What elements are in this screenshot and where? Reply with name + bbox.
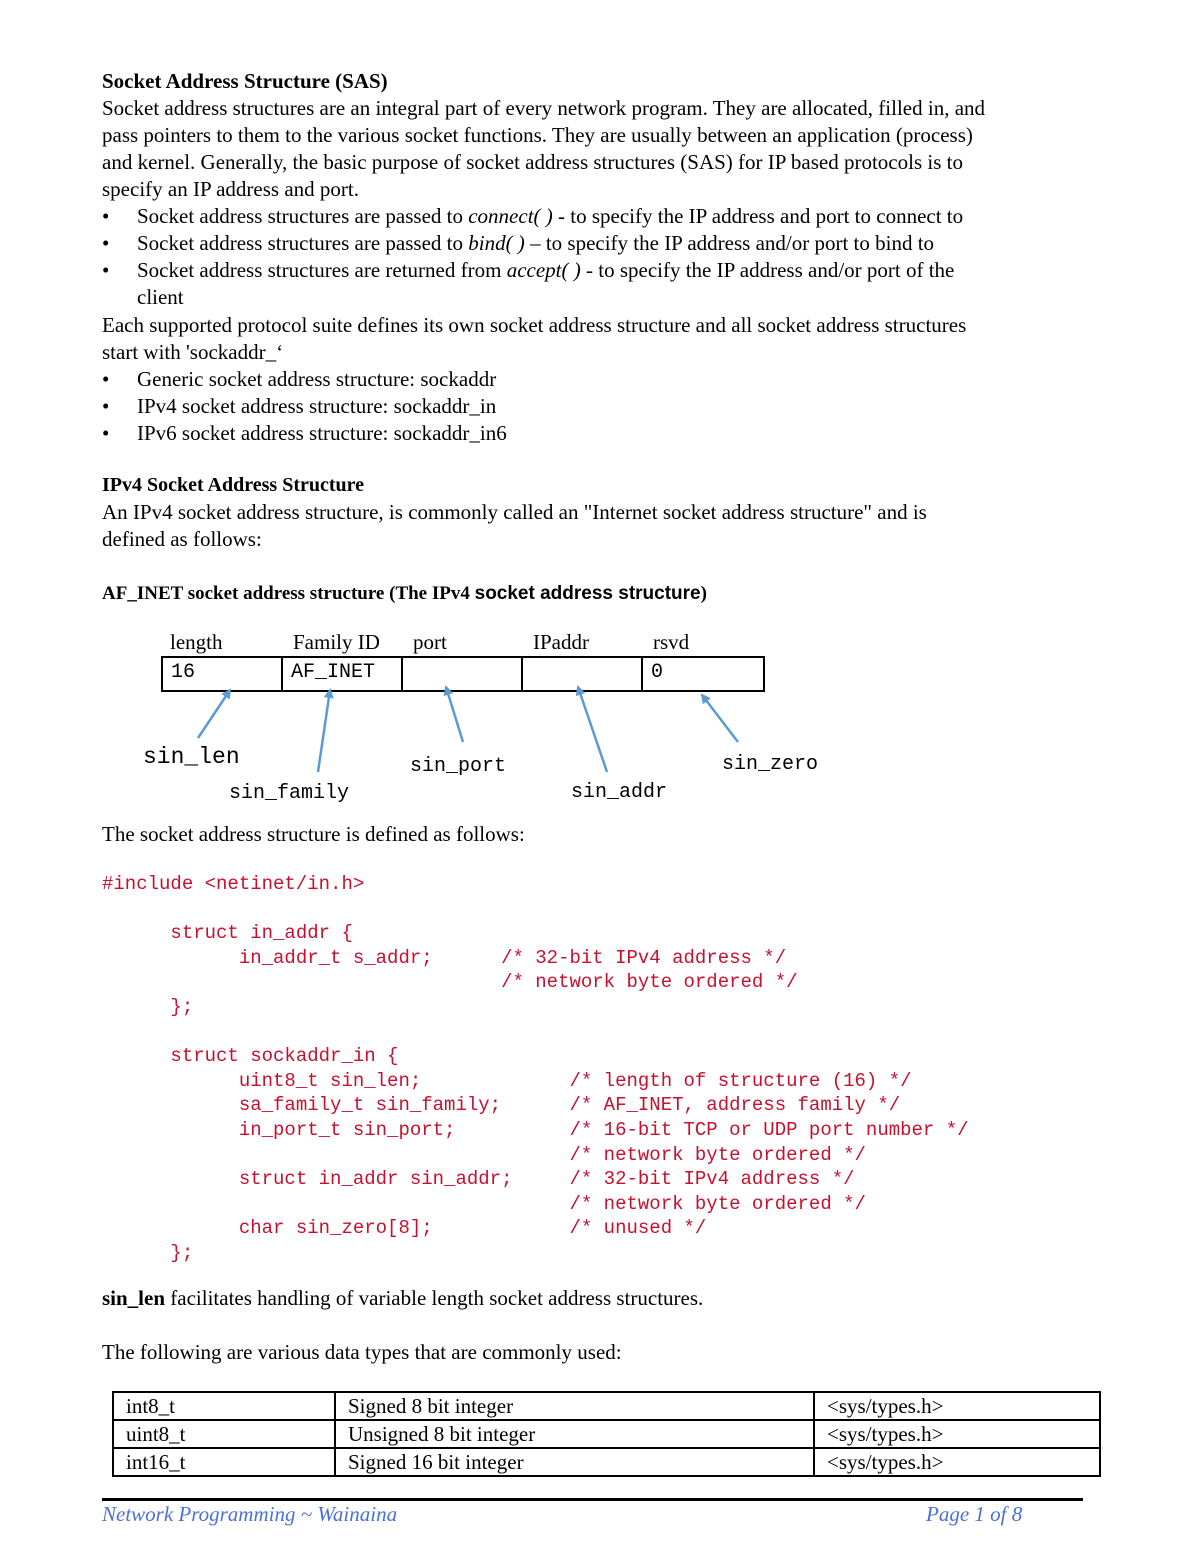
table-cell: <sys/types.h> [814,1420,1100,1448]
code-line [102,1020,969,1045]
column-header-ipaddr: IPaddr [533,630,589,654]
bullet-icon: • [102,394,110,418]
code-line [102,897,969,922]
table-cell: Signed 16 bit integer [335,1448,814,1476]
arrow-icon [198,690,230,738]
types-intro: The following are various data types that are commonly used: [102,1340,622,1364]
bullet-icon: • [102,421,110,445]
code-line: }; [102,995,194,1018]
code-line: uint8_t sin_len; /* length of structure (16) */ [102,1069,912,1092]
table-row [113,1392,1100,1420]
table-cell: uint8_t [113,1420,335,1448]
arrow-icon [446,687,463,742]
table-cell: Signed 8 bit integer [335,1392,814,1420]
list-item: Generic socket address structure: sockaddr [137,367,497,391]
function-name: accept( ) [506,258,581,282]
code-line: }; [102,1241,194,1264]
field-label-sin-family: sin_family [229,782,350,805]
function-name: connect( ) [468,204,553,228]
code-line: in_port_t sin_port; /* 16-bit TCP or UDP port number */ [102,1118,969,1141]
paragraph-line: start with 'sockaddr_‘ [102,340,284,364]
table-cell: Unsigned 8 bit integer [335,1420,814,1448]
data-types-table [112,1391,1101,1477]
code-intro: The socket address structure is defined as follows: [102,822,525,846]
column-header-port: port [413,630,447,654]
footer-title: Network Programming ~ Wainaina [102,1502,398,1526]
column-header-length: length [170,630,223,654]
struct-cell-family: AF_INET [281,656,403,692]
function-name: bind( ) [468,231,525,255]
arrow-icon [702,695,738,742]
list-item-text: - to specify the IP address and port to connect to [552,204,964,228]
table-cell: int8_t [113,1392,335,1420]
bullet-icon: • [102,204,110,228]
code-line: in_addr_t s_addr; /* 32-bit IPv4 address */ [102,946,787,969]
table-cell: <sys/types.h> [814,1392,1100,1420]
code-line: /* network byte ordered */ [102,971,798,994]
list-item-text: - to specify the IP address and/or port of the [580,258,955,282]
list-item-continuation: client [137,285,184,309]
diagram-title-part: socket address structure [474,583,701,604]
paragraph-line: defined as follows: [102,527,262,551]
code-line: struct in_addr { [102,922,353,945]
bullet-icon: • [102,367,110,391]
bullet-icon: • [102,231,110,255]
list-item-text: Socket address structures are passed to [137,204,469,228]
paragraph-line: An IPv4 socket address structure, is commonly called an "Internet socket address structure" and is [102,500,927,524]
list-item-text: Socket address structures are returned from [137,258,507,282]
term: sin_len [102,1286,166,1310]
table-row [113,1420,1100,1448]
diagram-title-part: ) [700,583,707,604]
column-header-family: Family ID [293,630,380,654]
paragraph-line: Socket address structures are an integral part of every network program. They are allocated, filled in, and [102,96,986,120]
list-item-text: – to specify the IP address and/or port to bind to [524,231,935,255]
code-line: char sin_zero[8]; /* unused */ [102,1217,707,1240]
paragraph-line: specify an IP address and port. [102,177,359,201]
field-label-sin-port: sin_port [410,755,507,778]
bullet-icon: • [102,258,110,282]
list-item: IPv4 socket address structure: sockaddr_in [137,394,497,418]
note-text: facilitates handling of variable length socket address structures. [165,1286,704,1310]
section-heading-ipv4: IPv4 Socket Address Structure [102,474,365,496]
code-line: #include <netinet/in.h> [102,873,365,895]
code-line: sa_family_t sin_family; /* AF_INET, address family */ [102,1094,901,1117]
struct-cell-rsvd: 0 [641,656,765,692]
table-cell: <sys/types.h> [814,1448,1100,1476]
paragraph-line: Each supported protocol suite defines its own socket address structure and all socket address structures [102,313,967,337]
struct-cell-length: 16 [161,656,283,692]
footer-page-number: Page 1 of 8 [926,1502,1023,1526]
sin-len-note [102,1285,703,1312]
list-item-text: Socket address structures are passed to [137,231,469,255]
code-line: /* network byte ordered */ [102,1143,866,1166]
table-cell: int16_t [113,1448,335,1476]
diagram-title-part: AF_INET socket address structure (The IPv4 [102,583,475,604]
section-heading-sas: Socket Address Structure (SAS) [102,69,388,93]
paragraph-line: pass pointers to them to the various socket functions. They are usually between an application (process) [102,123,973,147]
code-line: struct in_addr sin_addr; /* 32-bit IPv4 address */ [102,1168,855,1191]
code-line: /* network byte ordered */ [102,1192,866,1215]
arrow-icon [318,690,330,772]
arrow-icon [578,687,607,772]
code-line: struct sockaddr_in { [102,1045,399,1068]
table-row [113,1448,1100,1476]
field-label-sin-len: sin_len [143,744,240,770]
list-item: IPv6 socket address structure: sockaddr_in6 [137,421,507,445]
field-label-sin-zero: sin_zero [722,753,819,776]
paragraph-line: and kernel. Generally, the basic purpose of socket address structures (SAS) for IP based protocols is to [102,150,963,174]
footer-divider [102,1498,1083,1501]
field-label-sin-addr: sin_addr [571,781,668,804]
code-block [102,872,969,1266]
column-header-rsvd: rsvd [653,630,690,654]
